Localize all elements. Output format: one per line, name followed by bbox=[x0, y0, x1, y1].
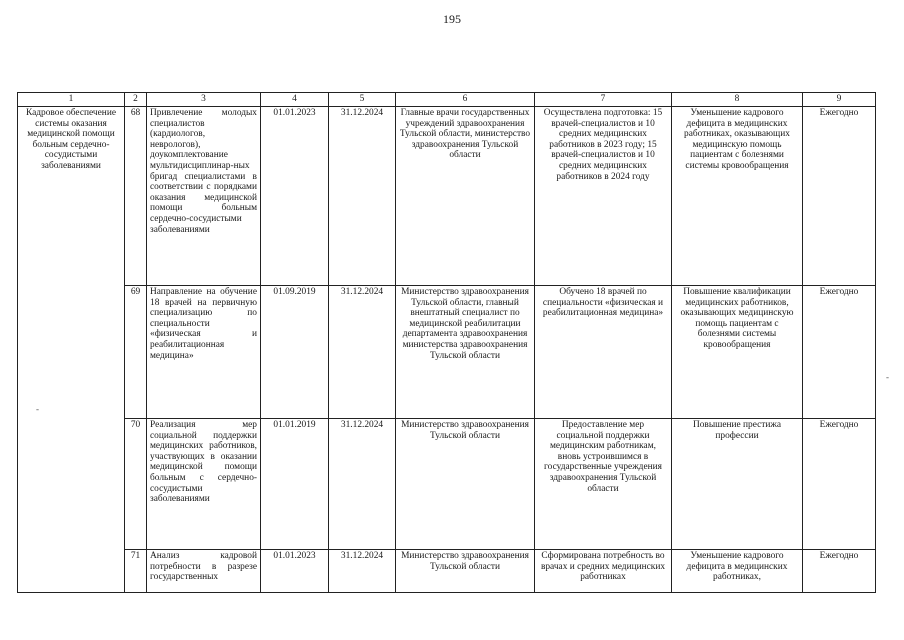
frequency-cell: Ежегодно bbox=[803, 550, 876, 593]
effect-cell: Уменьшение кадрового дефицита в медицинских работниках, bbox=[672, 550, 803, 593]
end-date-cell: 31.12.2024 bbox=[329, 107, 396, 286]
effect-cell: Уменьшение кадрового дефицита в медицинских работниках, оказывающих медицинскую помощь пациентам с болезнями системы кровообращения bbox=[672, 107, 803, 286]
header-row bbox=[18, 93, 876, 107]
table-row bbox=[18, 286, 876, 419]
action-cell: Анализ кадровой потребности в разрезе государственных bbox=[147, 550, 261, 593]
start-date-cell: 01.01.2023 bbox=[261, 107, 329, 286]
result-cell: Сформирована потребность во врачах и средних медицинских работниках bbox=[535, 550, 672, 593]
header-cell: 2 bbox=[125, 93, 147, 107]
group-label-cell: Кадровое обеспечение системы оказания медицинской помощи больным сердечно-сосудистыми заболеваниями bbox=[18, 107, 125, 593]
header-cell: 3 bbox=[147, 93, 261, 107]
end-date-cell: 31.12.2024 bbox=[329, 286, 396, 419]
effect-cell: Повышение престижа профессии bbox=[672, 419, 803, 550]
scan-speck: - bbox=[886, 372, 889, 382]
result-cell: Обучено 18 врачей по специальности «физическая и реабилитационная медицина» bbox=[535, 286, 672, 419]
scan-speck: - bbox=[36, 404, 39, 414]
result-cell: Предоставление мер социальной поддержки медицинским работникам, вновь устроившимся в государственные учреждения здравоохранения Тульской области bbox=[535, 419, 672, 550]
row-number: 71 bbox=[125, 550, 147, 593]
end-date-cell: 31.12.2024 bbox=[329, 550, 396, 593]
responsible-cell: Министерство здравоохранения Тульской области, главный внештатный специалист по медицинской реабилитации департамента здравоохранения министерства здравоохранения Тульской области bbox=[396, 286, 535, 419]
end-date-cell: 31.12.2024 bbox=[329, 419, 396, 550]
header-cell: 4 bbox=[261, 93, 329, 107]
row-number: 70 bbox=[125, 419, 147, 550]
start-date-cell: 01.09.2019 bbox=[261, 286, 329, 419]
action-cell: Реализация мер социальной поддержки медицинских работников, участвующих в оказании медицинской помощи больным с сердечно-сосудистыми заболеваниями bbox=[147, 419, 261, 550]
row-number: 69 bbox=[125, 286, 147, 419]
table-row bbox=[18, 107, 876, 286]
frequency-cell: Ежегодно bbox=[803, 107, 876, 286]
header-cell: 5 bbox=[329, 93, 396, 107]
header-cell: 7 bbox=[535, 93, 672, 107]
frequency-cell: Ежегодно bbox=[803, 419, 876, 550]
measures-table bbox=[17, 92, 876, 593]
responsible-cell: Министерство здравоохранения Тульской области bbox=[396, 419, 535, 550]
table-row bbox=[18, 550, 876, 593]
effect-cell: Повышение квалификации медицинских работников, оказывающих медицинскую помощь пациентам с болезнями системы кровообращения bbox=[672, 286, 803, 419]
table-row bbox=[18, 419, 876, 550]
header-cell: 6 bbox=[396, 93, 535, 107]
responsible-cell: Главные врачи государственных учреждений здравоохранения Тульской области, министерство здравоохранения Тульской области bbox=[396, 107, 535, 286]
row-number: 68 bbox=[125, 107, 147, 286]
page-number: 195 bbox=[443, 12, 461, 26]
header-cell: 9 bbox=[803, 93, 876, 107]
action-cell: Привлечение молодых специалистов (кардиологов, неврологов), доукомплектование мультидисциплинар-ных бригад специалистами в соответствии с порядками оказания медицинской помощи больным сердечно-сосудистыми заболеваниями bbox=[147, 107, 261, 286]
start-date-cell: 01.01.2019 bbox=[261, 419, 329, 550]
header-cell: 8 bbox=[672, 93, 803, 107]
result-cell: Осуществлена подготовка: 15 врачей-специалистов и 10 средних медицинских работников в 2023 году; 15 врачей-специалистов и 10 средних медицинских работников в 2024 году bbox=[535, 107, 672, 286]
frequency-cell: Ежегодно bbox=[803, 286, 876, 419]
action-cell: Направление на обучение 18 врачей на первичную специализацию по специальности «физическая и реабилитационная медицина» bbox=[147, 286, 261, 419]
start-date-cell: 01.01.2023 bbox=[261, 550, 329, 593]
responsible-cell: Министерство здравоохранения Тульской области bbox=[396, 550, 535, 593]
header-cell: 1 bbox=[18, 93, 125, 107]
